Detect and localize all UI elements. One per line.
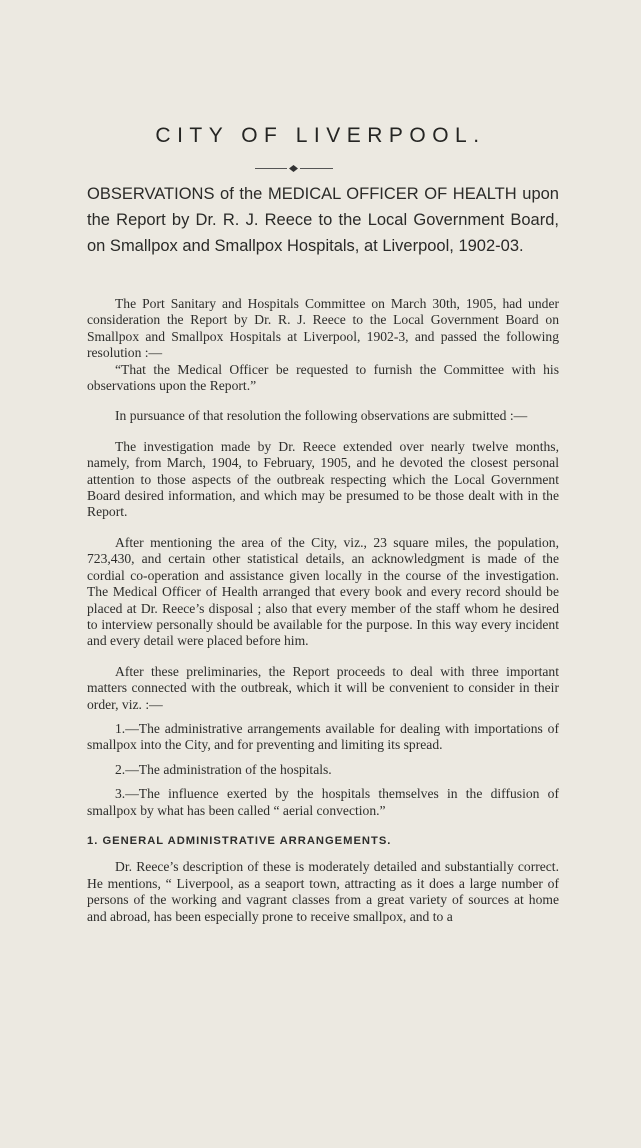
diamond-ornament-icon [289, 165, 298, 172]
section-heading: 1. GENERAL ADMINISTRATIVE ARRANGEMENTS. [87, 834, 392, 847]
paragraph-pursuance: In pursuance of that resolution the following observations are submitted :— [115, 408, 528, 424]
paragraph-preliminaries: After these preliminaries, the Report proceeds to deal with three important matters connected with the outbreak, which it will be convenient to consider in their order, viz. :— [87, 663, 559, 712]
paragraph-city-area: After mentioning the area of the City, viz., 23 square miles, the population, 723,430, and certain other statistical details, an acknowledgment is made of the cordial co-operation and assistance given locally in the course of the investigation. The Medical Officer of Health arranged that every book and every record should be placed at Dr. Reece’s disposal ; also that every member of the staff whom he desired to interview personally should be available for the purpose. In this way every incident and every detail were placed before him. [87, 534, 559, 649]
paragraph-resolution-context: The Port Sanitary and Hospitals Committee on March 30th, 1905, had under consideration the Report by Dr. R. J. Reece to the Local Government Board on Smallpox and Smallpox Hospitals at Liverpool, 1902-3, and passed the following resolution :— [87, 296, 559, 361]
paragraph-resolution-quote: “That the Medical Officer be requested to furnish the Committee with his observations upon the Report.” [87, 361, 559, 394]
list-item-2: 2.—The administration of the hospitals. [115, 761, 332, 777]
decorative-divider [255, 165, 333, 173]
paragraph-description: Dr. Reece’s description of these is moderately detailed and substantially correct. He mentions, “ Liverpool, as a seaport town, attracting as it does a large number of persons of the working and vagrant classes from a great variety of sources at home and abroad, has been especially prone to receive smallpox, and to a [87, 859, 559, 924]
paragraph-investigation: The investigation made by Dr. Reece extended over nearly twelve months, namely, from March, 1904, to February, 1905, and he devoted the closest personal attention to those aspects of the outbreak respecting which the Local Government Board desired information, and which may be presumed to be those dealt with in the Report. [87, 438, 559, 520]
list-item-1: 1.—The administrative arrangements available for dealing with importations of smallpox into the City, and for preventing and limiting its spread. [87, 720, 559, 753]
report-body [87, 296, 559, 925]
report-heading: OBSERVATIONS of the MEDICAL OFFICER OF HEALTH upon the Report by Dr. R. J. Reece to the Local Government Board, on Smallpox and Smallpox Hospitals, at Liverpool, 1902-03. [87, 185, 559, 255]
list-item-3: 3.—The influence exerted by the hospitals themselves in the diffusion of smallpox by what has been called “ aerial convection.” [87, 786, 559, 818]
document-title: CITY OF LIVERPOOL. [155, 124, 486, 147]
